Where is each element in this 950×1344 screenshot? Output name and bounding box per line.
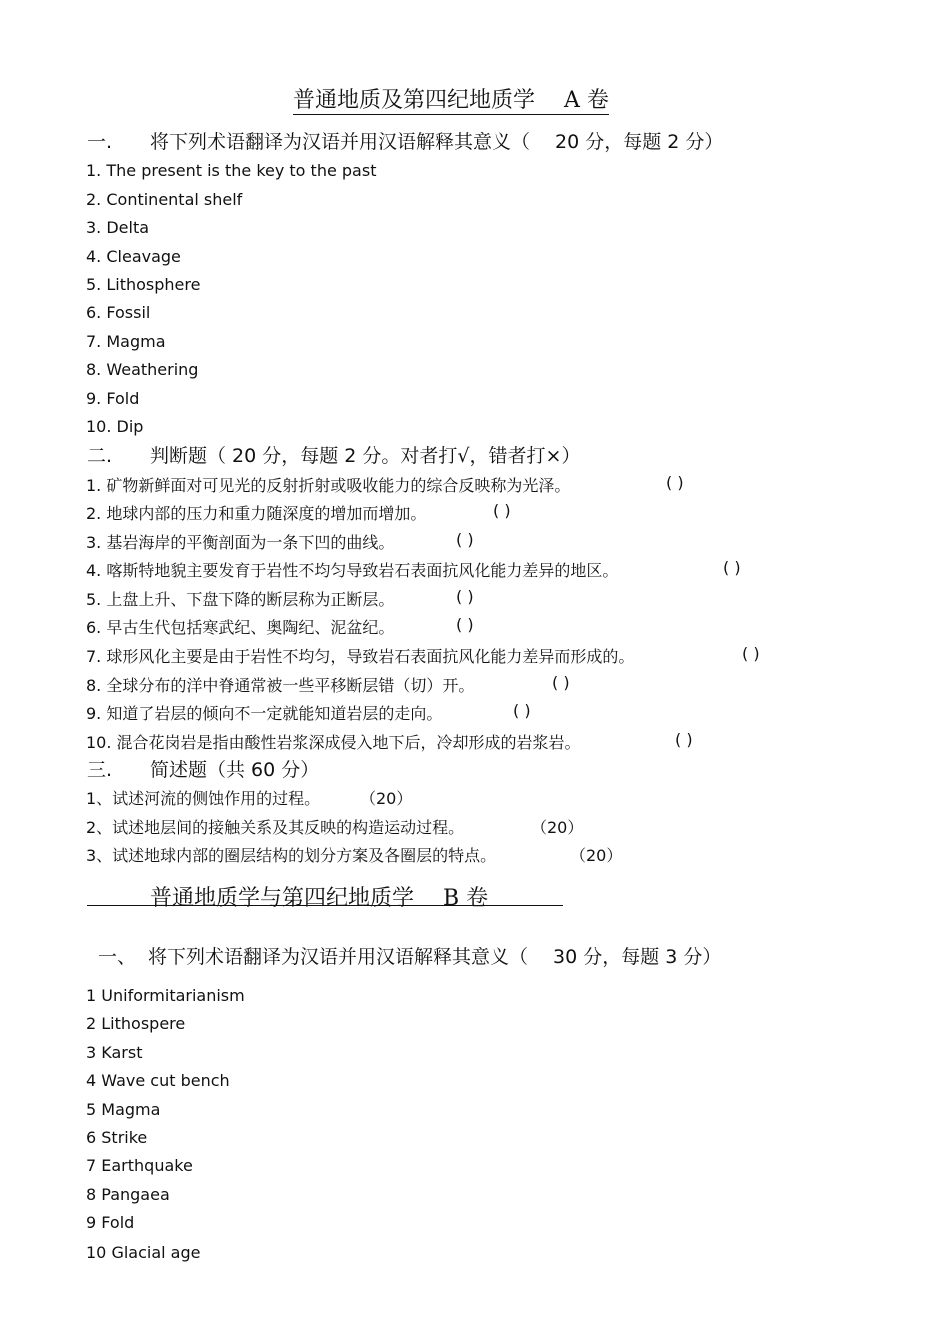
essay-item: 3、试述地球内部的圈层结构的划分方案及各圈层的特点。 <box>86 846 497 865</box>
section-a3-heading: 简述题（共 60 分） <box>150 759 320 781</box>
term-item: 1. The present is the key to the past <box>86 161 377 180</box>
term-item: 7 Earthquake <box>86 1156 193 1175</box>
essay-score: （20） <box>570 846 623 865</box>
answer-parens: ( ) <box>666 473 684 492</box>
term-item: 5. Lithosphere <box>86 275 201 294</box>
answer-parens: ( ) <box>723 558 741 577</box>
term-item: 8 Pangaea <box>86 1185 170 1204</box>
judge-item: 4. 喀斯特地貌主要发育于岩性不均匀导致岩石表面抗风化能力差异的地区。 <box>86 561 619 580</box>
judge-item: 7. 球形风化主要是由于岩性不均匀，导致岩石表面抗风化能力差异而形成的。 <box>86 647 635 666</box>
term-item: 3. Delta <box>86 218 150 237</box>
term-item: 5 Magma <box>86 1100 161 1119</box>
term-item: 2. Continental shelf <box>86 190 243 209</box>
term-item: 3 Karst <box>86 1043 143 1062</box>
section-a1-heading: 将下列术语翻译为汉语并用汉语解释其意义（ 20 分，每题 2 分） <box>150 131 724 153</box>
term-item: 2 Lithospere <box>86 1014 186 1033</box>
answer-parens: ( ) <box>675 730 693 749</box>
section-a3-number: 三. <box>87 759 113 781</box>
section-a2-heading: 判断题（ 20 分，每题 2 分。对者打√，错者打×） <box>150 445 581 467</box>
paper-b-title: 普通地质学与第四纪地质学 B 卷 <box>150 886 489 911</box>
term-item: 9 Fold <box>86 1213 135 1232</box>
term-item: 7. Magma <box>86 332 166 351</box>
judge-item: 8. 全球分布的洋中脊通常被一些平移断层错（切）开。 <box>86 676 475 695</box>
term-item: 1 Uniformitarianism <box>86 986 245 1005</box>
judge-item: 9. 知道了岩层的倾向不一定就能知道岩层的走向。 <box>86 704 443 723</box>
term-item: 4 Wave cut bench <box>86 1071 230 1090</box>
section-b1-heading: 将下列术语翻译为汉语并用汉语解释其意义（ 30 分，每题 3 分） <box>148 946 722 968</box>
term-item: 4. Cleavage <box>86 247 181 266</box>
paper-a-title: 普通地质及第四纪地质学 A 卷 <box>293 83 609 115</box>
judge-item: 6. 早古生代包括寒武纪、奥陶纪、泥盆纪。 <box>86 618 395 637</box>
answer-parens: ( ) <box>456 587 474 606</box>
term-item: 8. Weathering <box>86 360 199 379</box>
answer-parens: ( ) <box>456 530 474 549</box>
section-b1-number: 一、 <box>98 946 137 968</box>
section-a1-number: 一. <box>87 131 113 153</box>
judge-item: 5. 上盘上升、下盘下降的断层称为正断层。 <box>86 590 395 609</box>
answer-parens: ( ) <box>513 701 531 720</box>
judge-item: 10. 混合花岗岩是指由酸性岩浆深成侵入地下后，冷却形成的岩浆岩。 <box>86 733 581 752</box>
essay-score: （20） <box>360 789 413 808</box>
term-item: 10. Dip <box>86 417 144 436</box>
term-item: 9. Fold <box>86 389 140 408</box>
judge-item: 3. 基岩海岸的平衡剖面为一条下凹的曲线。 <box>86 533 395 552</box>
essay-item: 1、试述河流的侧蚀作用的过程。 <box>86 789 321 808</box>
section-a2-number: 二. <box>87 445 113 467</box>
term-item: 6. Fossil <box>86 303 151 322</box>
answer-parens: ( ) <box>493 501 511 520</box>
judge-item: 2. 地球内部的压力和重力随深度的增加而增加。 <box>86 504 427 523</box>
term-item: 6 Strike <box>86 1128 148 1147</box>
judge-item: 1. 矿物新鲜面对可见光的反射折射或吸收能力的综合反映称为光泽。 <box>86 476 571 495</box>
essay-score: （20） <box>531 818 584 837</box>
term-item: 10 Glacial age <box>86 1243 201 1262</box>
essay-item: 2、试述地层间的接触关系及其反映的构造运动过程。 <box>86 818 465 837</box>
answer-parens: ( ) <box>456 615 474 634</box>
answer-parens: ( ) <box>552 673 570 692</box>
answer-parens: ( ) <box>742 644 760 663</box>
